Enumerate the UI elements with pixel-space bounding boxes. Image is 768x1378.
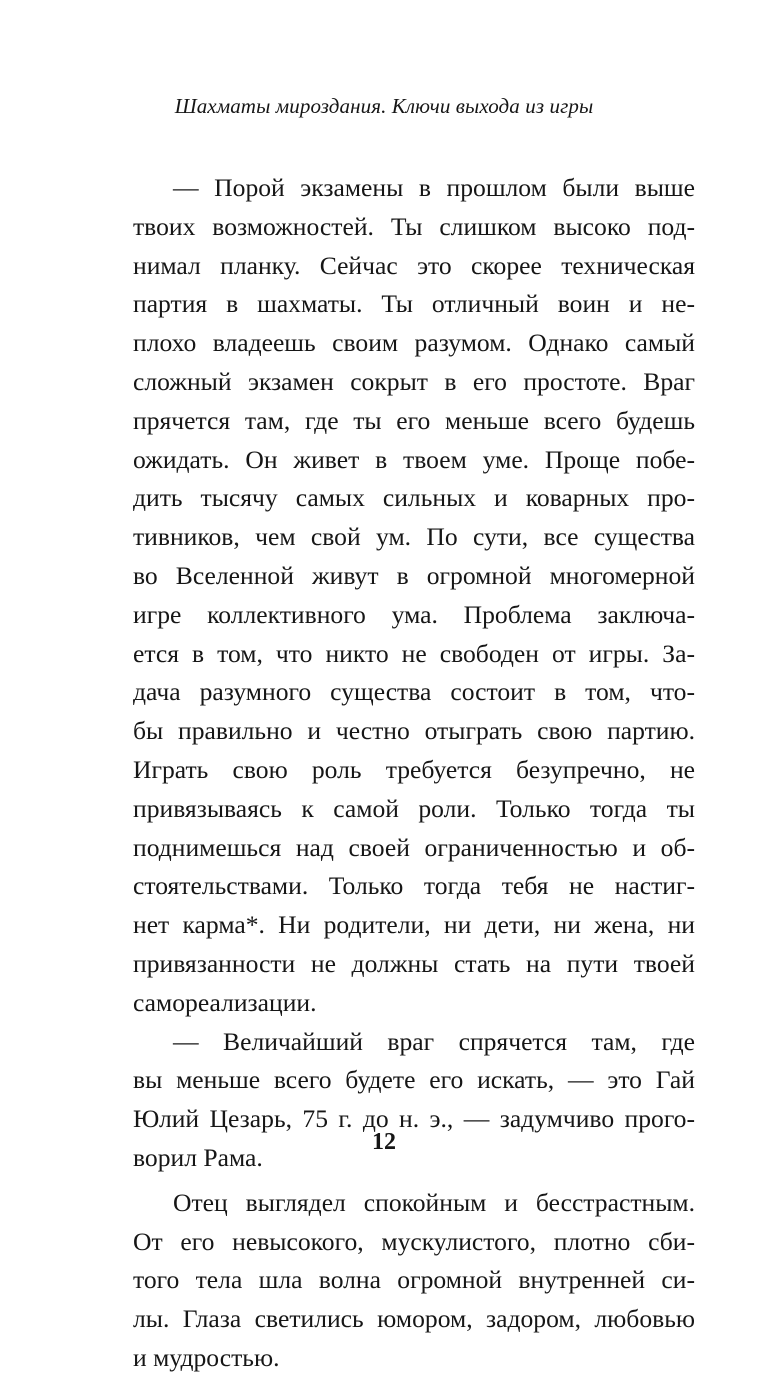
text-line: нет карма*. Ни родители, ни дети, ни жена, ни [133, 910, 695, 940]
text-line: ется в том, что никто не свободен от игры. За- [133, 638, 695, 668]
page-number: 12 [372, 1129, 396, 1155]
text-line: того тела шла волна огромной внутренней си- [133, 1265, 695, 1295]
text-line: самореализации. [133, 987, 317, 1017]
paragraph-3 [133, 1184, 695, 1378]
text-line: игре коллективного ума. Проблема заключа- [133, 599, 695, 629]
body-text [133, 169, 695, 1378]
text-line: От его невысокого, мускулистого, плотно сби- [133, 1226, 695, 1256]
text-line: и мудростью. [133, 1342, 280, 1372]
text-line: Играть свою роль требуется безупречно, не [133, 754, 695, 784]
text-line: сложный экзамен сокрыт в его простоте. Враг [133, 366, 695, 396]
text-line: твоих возможностей. Ты слишком высоко под- [133, 211, 695, 241]
text-line: тивников, чем свой ум. По сути, все существа [133, 522, 695, 552]
text-line: во Вселенной живут в огромной многомерной [133, 560, 695, 590]
text-line: лы. Глаза светились юмором, задором, любовью [133, 1304, 695, 1334]
text-line: бы правильно и честно отыграть свою партию. [133, 716, 695, 746]
text-line: нимал планку. Сейчас это скорее техническая [133, 250, 695, 280]
text-line: вы меньше всего будете его искать, — это Гай [133, 1065, 695, 1095]
text-line: партия в шахматы. Ты отличный воин и не- [133, 289, 695, 319]
text-line: Юлий Цезарь, 75 г. до н. э., — задумчиво прого- [133, 1104, 695, 1134]
text-line: привязанности не должны стать на пути твоей [133, 948, 695, 978]
text-line: дить тысячу самых сильных и коварных про- [133, 483, 695, 513]
paragraph-1 [133, 169, 695, 1023]
text-line: ворил Рама. [133, 1142, 263, 1172]
text-line: дача разумного существа состоит в том, что- [133, 677, 695, 707]
text-line: Отец выглядел спокойным и бесстрастным. [173, 1187, 695, 1217]
text-line: привязываясь к самой роли. Только тогда ты [133, 793, 695, 823]
text-line: поднимешься над своей ограниченностью и об- [133, 832, 695, 862]
text-line: ожидать. Он живет в твоем уме. Проще побе- [133, 444, 695, 474]
running-title: Шахматы мироздания. Ключи выхода из игры [174, 94, 594, 118]
text-line: стоятельствами. Только тогда тебя не настиг- [133, 871, 695, 901]
text-line: прячется там, где ты его меньше всего будешь [133, 405, 695, 435]
text-line: — Порой экзамены в прошлом были выше [173, 173, 695, 202]
text-line: — Величайший враг спрячется там, где [173, 1026, 695, 1056]
text-line: плохо владеешь своим разумом. Однако самый [133, 328, 695, 358]
